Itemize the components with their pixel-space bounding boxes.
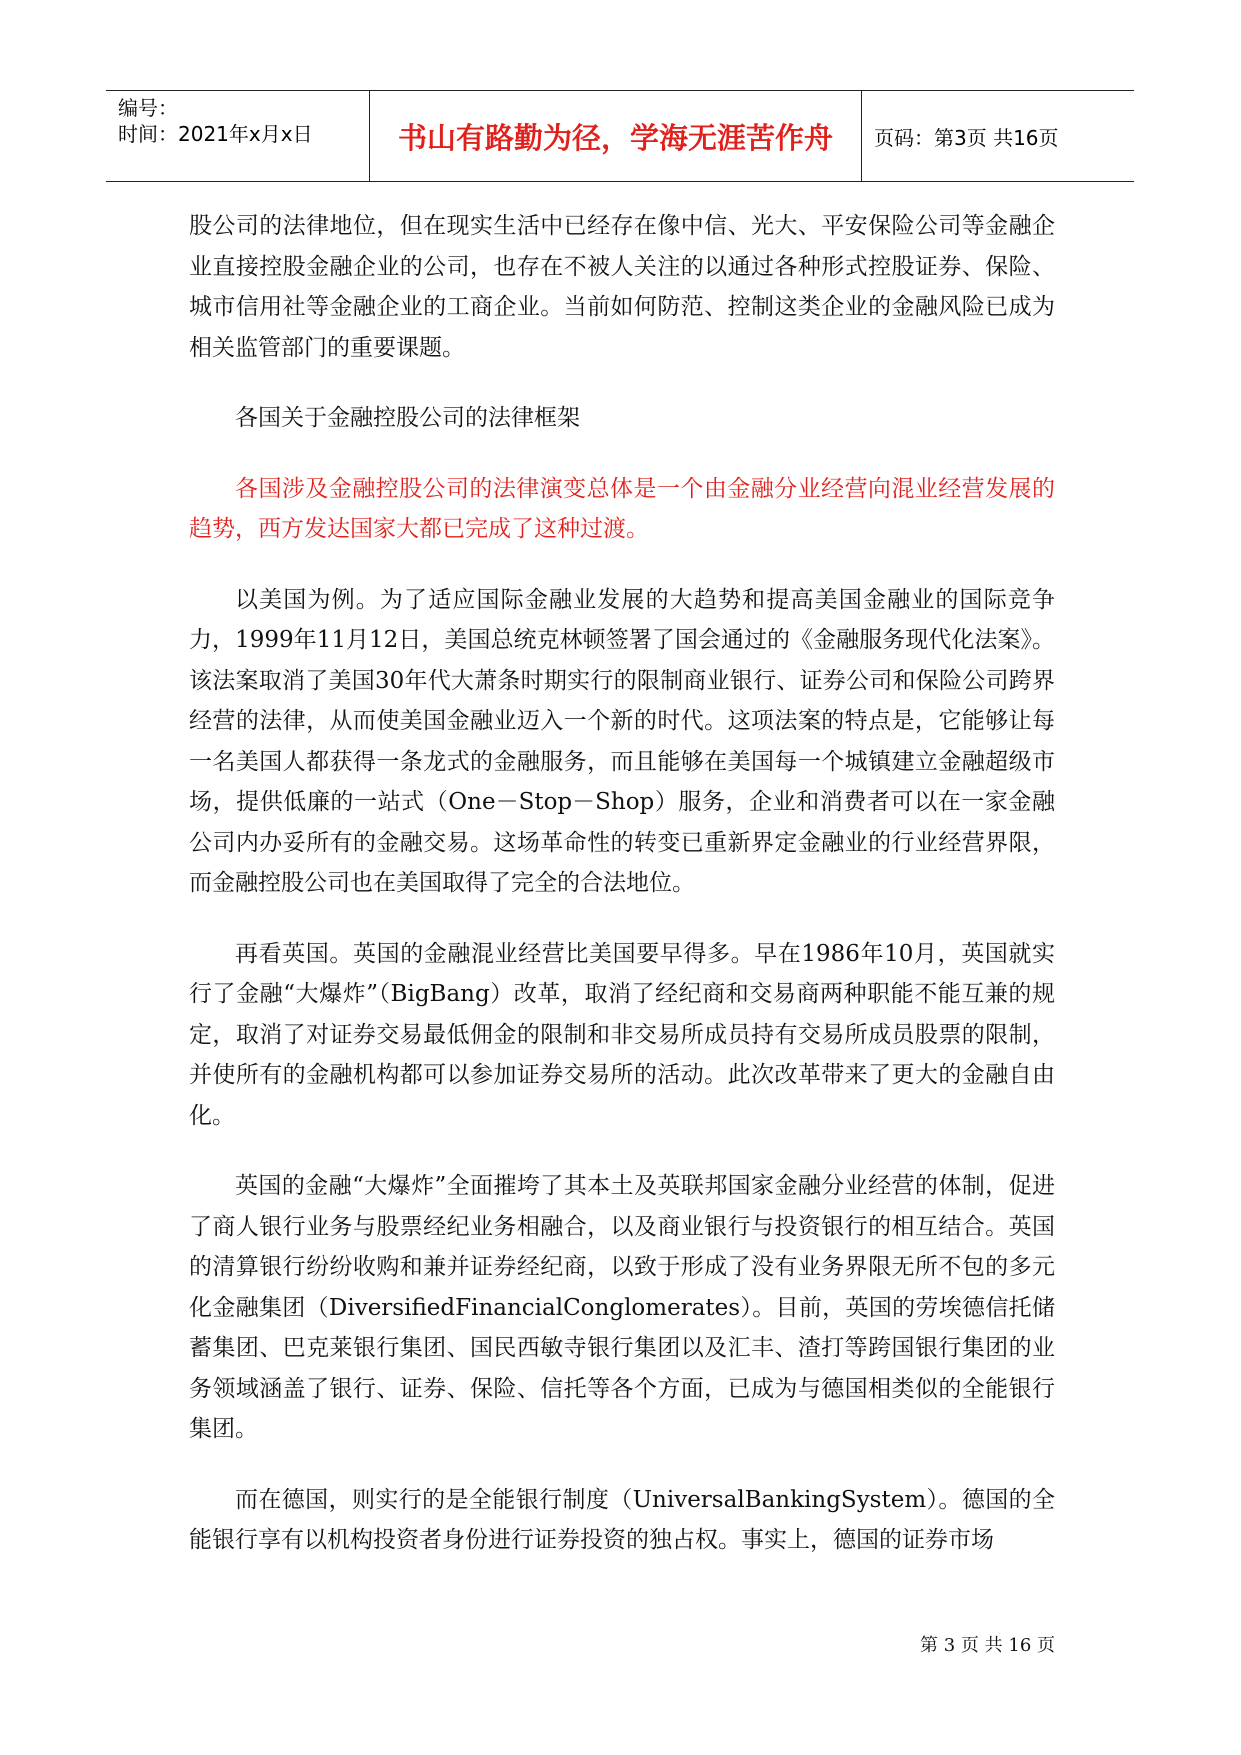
- paragraph-usa: 以美国为例。为了适应国际金融业发展的大趋势和提高美国金融业的国际竞争力，1999年11月12日，美国总统克林顿签署了国会通过的《金融服务现代化法案》。该法案取消了美国30年代大萧条时期实行的限制商业银行、证券公司和保险公司跨界经营的法律，从而使美国金融业迈入一个新的时代。这项法案的特点是，它能够让每一名美国人都获得一条龙式的金融服务，而且能够在美国每一个城镇建立金融超级市场，提供低廉的一站式（One－Stop－Shop）服务，企业和消费者可以在一家金融公司内办妥所有的金融交易。这场革命性的转变已重新界定金融业的行业经营界限，而金融控股公司也在美国取得了完全的合法地位。: [189, 586, 1055, 896]
- header-page-code: 页码：第3页 共16页: [874, 125, 1059, 150]
- paragraph-uk-conglomerates: 英国的金融“大爆炸”全面摧垮了其本土及英联邦国家金融分业经营的体制，促进了商人银行业务与股票经纪业务相融合，以及商业银行与投资银行的相互结合。英国的清算银行纷纷收购和兼并证券经纪商，以致于形成了没有业务界限无所不包的多元化金融集团（DiversifiedFinancialConglomerates）。目前，英国的劳埃德信托储蓄集团、巴克莱银行集团、国民西敏寺银行集团以及汇丰、渣打等跨国银行集团的业务领域涵盖了银行、证券、保险、信托等各个方面，已成为与德国相类似的全能银行集团。: [189, 1173, 1055, 1442]
- header-motto: 书山有路勤为径，学海无涯苦作舟: [370, 91, 862, 181]
- time-label: 时间：2021年x月x日: [118, 122, 313, 146]
- paragraph-germany: 而在德国，则实行的是全能银行制度（UniversalBankingSystem）。德国的全能银行享有以机构投资者身份进行证券投资的独占权。事实上，德国的证券市场: [189, 1486, 1055, 1553]
- section-heading: 各国关于金融控股公司的法律框架: [235, 405, 580, 431]
- paragraph-1: 股公司的法律地位，但在现实生活中已经存在像中信、光大、平安保险公司等金融企业直接控股金融企业的公司，也存在不被人关注的以通过各种形式控股证券、保险、城市信用社等金融企业的工商企业。当前如何防范、控制这类企业的金融风险已成为相关监管部门的重要课题。: [189, 213, 1055, 361]
- header-meta: [106, 91, 370, 181]
- document-body: [189, 206, 1055, 1591]
- number-label: 编号：: [118, 96, 178, 120]
- paragraph-uk-bigbang: 再看英国。英国的金融混业经营比美国要早得多。早在1986年10月，英国就实行了金融“大爆炸”（BigBang）改革，取消了经纪商和交易商两种职能不能互兼的规定，取消了对证券交易最低佣金的限制和非交易所成员持有交易所成员股票的限制，并使所有的金融机构都可以参加证券交易所的活动。此次改革带来了更大的金融自由化。: [189, 940, 1055, 1129]
- page-footer: 第 3 页 共 16 页: [920, 1635, 1055, 1656]
- highlighted-paragraph: 各国涉及金融控股公司的法律演变总体是一个由金融分业经营向混业经营发展的趋势，西方发达国家大都已完成了这种过渡。: [189, 475, 1055, 542]
- page-header: [106, 90, 1134, 182]
